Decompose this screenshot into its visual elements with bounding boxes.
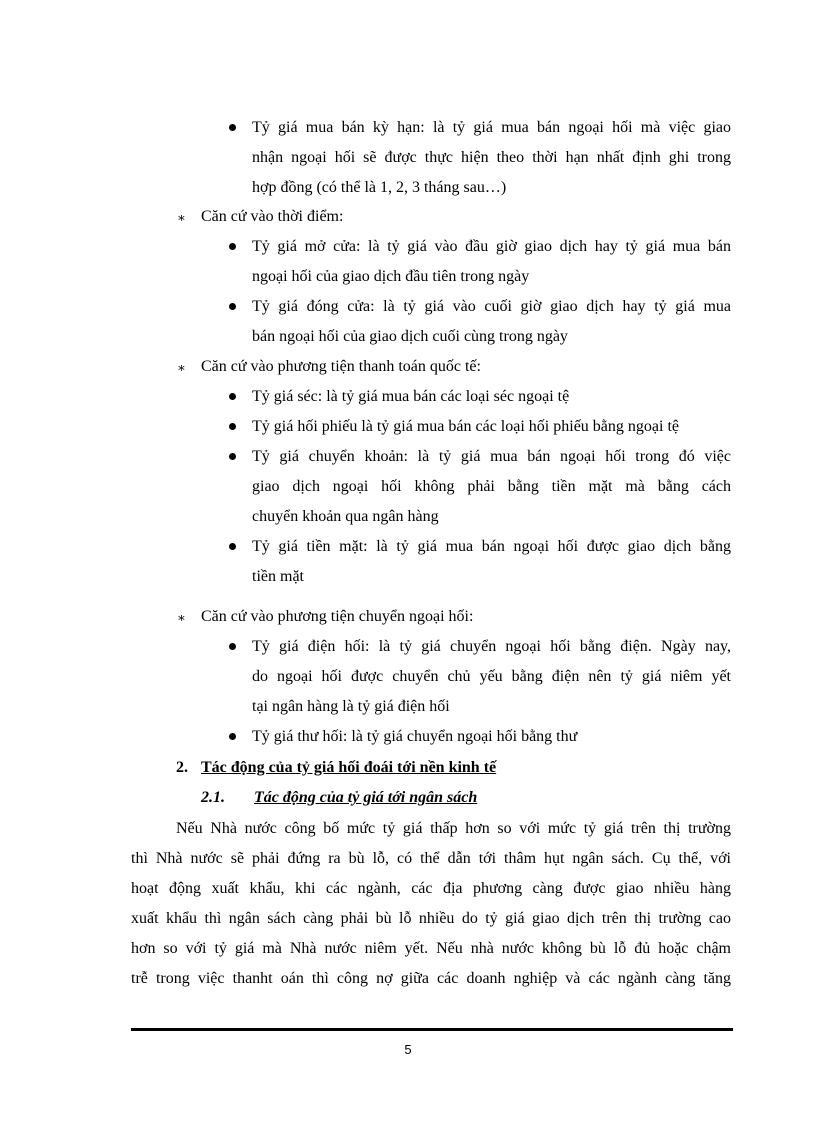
paragraph-line: hoạt động xuất khẩu, khi các ngành, các địa phương càng được giao nhiều hàng (131, 880, 731, 897)
subsection-title: Tác động của tỷ giá tới ngân sách (254, 789, 478, 806)
text-line: tại ngân hàng là tỷ giá điện hối (252, 698, 450, 715)
text-line: Tỷ giá mua bán kỳ hạn: là tỷ giá mua bán ngoại hối mà việc giao (252, 119, 731, 136)
page-number: 5 (404, 1042, 412, 1057)
text-line: ngoại hối của giao dịch đầu tiên trong ngày (252, 268, 530, 285)
paragraph-line: Nếu Nhà nước công bố mức tỷ giá thấp hơn so với mức tỷ giá trên thị trường (176, 820, 731, 837)
bullet-icon (229, 453, 236, 460)
text-line: tiền mặt (252, 568, 304, 585)
bullet-icon (229, 393, 236, 400)
paragraph-line: hơn so với tỷ giá mà Nhà nước niêm yết. Nếu nhà nước không bù lỗ đủ hoặc chậm (131, 940, 731, 957)
bullet-icon (229, 733, 236, 740)
text-line: Tỷ giá điện hối: là tỷ giá chuyển ngoại hối bằng điện. Ngày nay, (252, 638, 731, 655)
text-line: Tỷ giá hối phiếu là tỷ giá mua bán các loại hối phiếu bằng ngoại tệ (252, 418, 679, 435)
paragraph-line: thì Nhà nước sẽ phải đứng ra bù lỗ, có thể dẫn tới thâm hụt ngân sách. Cụ thể, với (131, 850, 731, 867)
section-number: 2. (176, 759, 188, 776)
asterisk-icon: ∗ (177, 210, 186, 225)
text-line: bán ngoại hối của giao dịch cuối cùng trong ngày (252, 328, 568, 345)
asterisk-icon: ∗ (177, 610, 186, 625)
text-line: Tỷ giá đóng cửa: là tỷ giá vào cuối giờ giao dịch hay tỷ giá mua (252, 298, 731, 315)
footer-rule (131, 1028, 733, 1031)
group-heading: Căn cứ vào thời điểm: (201, 208, 344, 225)
paragraph-line: xuất khẩu thì ngân sách càng phải bù lỗ nhiều do tỷ giá giao dịch trên thị trường cao (131, 910, 731, 927)
group-heading: Căn cứ vào phương tiện thanh toán quốc tế: (201, 358, 481, 375)
text-line: chuyển khoản qua ngân hàng (252, 508, 439, 525)
text-line: Tỷ giá séc: là tỷ giá mua bán các loại séc ngoại tệ (252, 388, 570, 405)
text-line: nhận ngoại hối sẽ được thực hiện theo thời hạn nhất định ghi trong (252, 149, 731, 166)
asterisk-icon: ∗ (177, 360, 186, 375)
text-line: hợp đồng (có thể là 1, 2, 3 tháng sau…) (252, 179, 507, 196)
group-heading: Căn cứ vào phương tiện chuyển ngoại hối: (201, 608, 474, 625)
bullet-icon (229, 423, 236, 430)
text-line: giao dịch ngoại hối không phải bằng tiền mặt mà bằng cách (252, 478, 731, 495)
text-line: Tỷ giá chuyển khoản: là tỷ giá mua bán ngoại hối trong đó việc (252, 448, 731, 465)
text-line: Tỷ giá mở cửa: là tỷ giá vào đầu giờ giao dịch hay tỷ giá mua bán (252, 238, 731, 255)
section-title: Tác động của tỷ giá hối đoái tới nền kinh tế (201, 759, 497, 776)
paragraph-line: trễ trong việc thanht oán thì công nợ giữa các doanh nghiệp và các ngành càng tăng (131, 970, 731, 987)
bullet-icon (229, 124, 236, 131)
bullet-icon (229, 543, 236, 550)
subsection-number: 2.1. (201, 789, 225, 806)
bullet-icon (229, 303, 236, 310)
text-line: Tỷ giá tiền mặt: là tỷ giá mua bán ngoại hối được giao dịch bằng (252, 538, 731, 555)
bullet-icon (229, 243, 236, 250)
bullet-icon (229, 643, 236, 650)
text-line: do ngoại hối được chuyển chủ yếu bằng điện nên tỷ giá niêm yết (252, 668, 731, 685)
text-line: Tỷ giá thư hối: là tỷ giá chuyển ngoại hối bằng thư (252, 728, 578, 745)
